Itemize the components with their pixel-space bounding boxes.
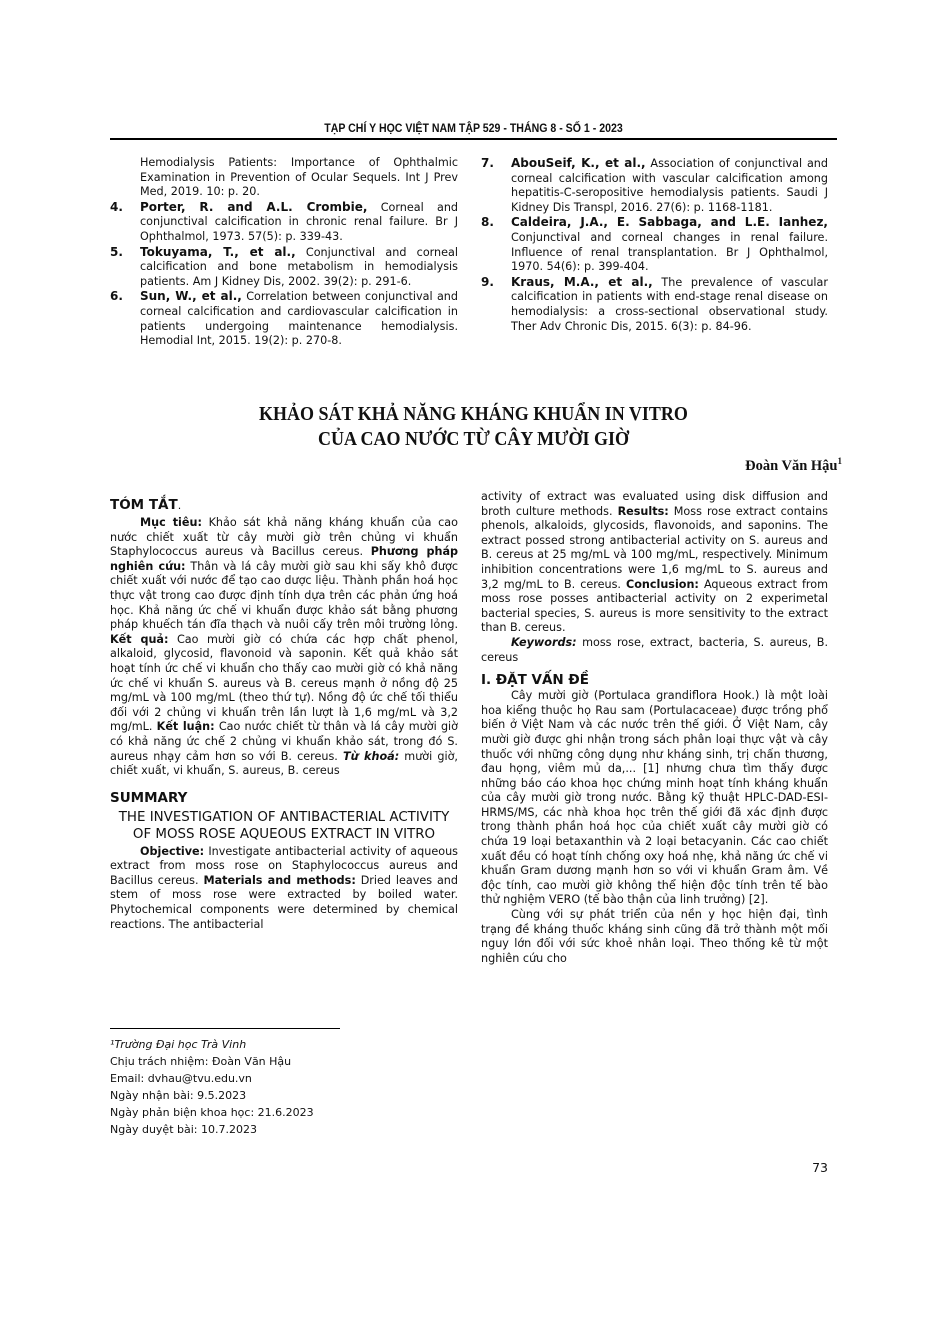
summary-heading: SUMMARY: [110, 789, 188, 806]
reference-authors: AbouSeif, K., et al.,: [511, 156, 646, 170]
introduction-paragraph-1: Cây mười giờ (Portulaca grandiflora Hook.) là một loài hoa kiểng thuộc họ Rau sam (Portulacaceae) được trồng phổ biến ở Việt Nam và các nước trên thế giới. Ở Việt Nam, cây mười giờ được ghi nhận trong sách phân loại thực vật và cây thuốc với những công dụng như kháng sinh, trị chấn thương, đau họng, viêm mủ da,... [1] nhưng chưa tìm thấy được những báo cáo khoa học chứng minh hoạt tính kháng khuẩn của cây mười giờ trong nước. Bằng kỹ thuật HPLC-DAD-ESI-HRMS/MS, các nhà khoa học trên thế giới đã xác định được trong thành phần hoá học của chiết xuất cây mười giờ có chứa 19 loại betaxanthin và 2 loại betacyanin. Các cao chiết xuất đều có hoạt tính chống oxy hoá nhẹ, khả năng ức chế vi khuẩn Gram dương mạnh hơn so với vi khuẩn Gram âm. Về độc tính, cao mười giờ không thể hiện độc tính trên tế bào thử nghiệm VERO (tế bào thận của linh trưởng) [2].: [481, 689, 828, 907]
reference-item: [110, 245, 458, 290]
article-author: [745, 456, 842, 475]
summary-body: Objective: Investigate antibacterial activity of aqueous extract from moss rose on Staphylococcus aureus and Bacillus cereus. Materials and methods: Dried leaves and stem of moss rose were extracted by boiled water. Phytochemical components were determined by chemical reactions. The antibacterial: [110, 844, 458, 931]
footnote-accepted: Ngày duyệt bài: 10.7.2023: [110, 1123, 257, 1136]
reference-number: 4.: [110, 199, 123, 214]
article-title-line-2: CỦA CAO NƯỚC TỪ CÂY MƯỜI GIỜ: [317, 428, 629, 450]
methods-label: Phương pháp nghiên cứu:: [110, 545, 459, 573]
footnote-received: Ngày nhận bài: 9.5.2023: [110, 1089, 247, 1102]
reference-item: [110, 289, 458, 348]
keywords-label: Từ khoá:: [342, 749, 400, 763]
introduction-paragraph-2: Cùng với sự phát triển của nền y học hiện đại, tình trạng đề kháng thuốc kháng sinh cũng đã trở thành một mối nguy lớn đối với sức khoẻ nhân loại. Theo thống kê từ một nghiên cứu cho: [481, 908, 828, 965]
reference-authors: Sun, W., et al.,: [140, 289, 242, 304]
reference-number: 5.: [110, 244, 123, 259]
reference-authors: Caldeira, J.A., E. Sabbaga, and L.E. Ianhez,: [511, 215, 828, 230]
page-number: 73: [812, 1160, 828, 1175]
objective-label: Mục tiêu:: [140, 516, 202, 529]
reference-authors: Tokuyama, T., et al.,: [140, 244, 296, 259]
footnote-email: Email: dvhau@tvu.edu.vn: [110, 1072, 252, 1085]
reference-authors: Porter, R. and A.L. Crombie,: [140, 199, 368, 214]
reference-number: 9.: [481, 274, 494, 289]
right-column-body: [481, 490, 828, 966]
footnote-rule: [110, 1028, 340, 1029]
author-affiliation-marker: 1: [837, 456, 842, 466]
abstract-vietnamese: [110, 496, 458, 932]
reference-text: Hemodialysis Patients: Importance of Ophthalmic Examination in Prevention of Ocular Sequels. Int J Prev Med, 2019. 10: p. 20.: [140, 156, 458, 199]
footnote-affiliation: ¹Trường Đại học Trà Vinh: [110, 1038, 247, 1051]
results-label: Kết quả:: [110, 632, 169, 646]
abstract-heading: TÓM TẮT.: [110, 497, 182, 513]
abstract-body: Mục tiêu: Khảo sát khả năng kháng khuẩn của cao nước chiết xuất từ cây mười giờ trên chủng vi khuẩn Staphylococcus aureus và Bacillus cereus. Phương pháp nghiên cứu: Thân và lá cây mười giờ sau khi sấy khô được chiết xuất với nước để tạo cao dược liệu. Thành phần hoá học thực vật trong cao được định tính dựa trên các phản ứng hoá học. Khả năng ức chế vi khuẩn được khảo sát bằng phương pháp khuếch tán đĩa thạch và nuôi cấy trên môi trường lỏng. Kết quả: Cao mười giờ có chứa các hợp chất phenol, alkaloid, glycosid, flavonoid và saponin. Kết quả khảo sát hoạt tính ức chế vi khuẩn cho thấy cao mười giờ có khả năng ức chế vi khuẩn S. aureus và B. cereus mạnh ở nồng độ 25 mg/mL và 100 mg/mL (theo thứ tự). Nồng độ ức chế tối thiểu đối với 2 chủng vi khuẩn trên lần lượt là 1,6 mg/mL và 3,2 mg/mL. Kết luận: Cao nước chiết từ thân và lá cây mười giờ có khả năng ức chế 2 chủng vi khuẩn khảo sát, trong đó S. aureus nhạy cảm hơn so với B. cereus. Từ khoá: mười giờ, chiết xuất, vi khuẩn, S. aureus, B. cereus: [110, 516, 459, 778]
reference-text: Conjunctival and corneal calcification and bone metabolism in hemodialysis patients. Am J Kidney Dis, 2002. 39(2): p. 291-6.: [140, 245, 458, 288]
reference-item: [481, 215, 828, 274]
author-name: Đoàn Văn Hậu: [745, 457, 838, 474]
references-right-column: [481, 156, 828, 334]
reference-number: 6.: [110, 289, 123, 304]
footnote-reviewed: Ngày phản biện khoa học: 21.6.2023: [110, 1106, 314, 1119]
summary-keywords-label: Keywords:: [511, 635, 577, 649]
summary-methods-label: Materials and methods:: [203, 873, 356, 887]
reference-text: Conjunctival and corneal changes in renal failure. Influence of renal transplantation. Br J Ophthalmol, 1970. 54(6): p. 399-404.: [511, 230, 828, 274]
footnote: [110, 1036, 458, 1138]
article-title-line-1: KHẢO SÁT KHẢ NĂNG KHÁNG KHUẨN IN VITRO: [259, 403, 688, 425]
reference-text: The prevalence of vascular calcification in patients with end-stage renal disease on hemodialysis: a cross-sectional observational study. Ther Adv Chronic Dis, 2015. 6(3): p. 84-96.: [511, 275, 828, 333]
summary-conclusion-label: Conclusion:: [626, 577, 699, 591]
reference-authors: Kraus, M.A., et al.,: [511, 274, 653, 289]
summary-keywords: Keywords: moss rose, extract, bacteria, S. aureus, B. cereus: [481, 635, 828, 664]
article-title: [146, 402, 800, 452]
running-head: TẠP CHÍ Y HỌC VIỆT NAM TẬP 529 - THÁNG 8 - SỐ 1 - 2023: [324, 123, 623, 135]
reference-item: [481, 156, 828, 215]
reference-text: Correlation between conjunctival and corneal calcification and cardiovascular calcification in patients undergoing maintenance hemodialysis. Hemodial Int, 2015. 19(2): p. 270-8.: [140, 290, 458, 348]
footnote-responsible: Chịu trách nhiệm: Đoàn Văn Hậu: [110, 1055, 292, 1068]
summary-objective-label: Objective:: [140, 844, 205, 858]
references-left-column: [110, 156, 458, 349]
conclusion-label: Kết luận:: [156, 720, 215, 734]
summary-body-continued: activity of extract was evaluated using disk diffusion and broth culture methods. Results: Moss rose extract contains phenols, alkaloids, glycosids, flavonoids, and saponins. The extract possed strong antibacterial activity on S. aureus and B. cereus at 25 mg/mL và 100 mg/mL, respectively. Minimum inhibition concentrations were 1,6 mg/mL to S. aureus and 3,2 mg/mL to B. cereus. Conclusion: Aqueous extract from moss rose posses antibacterial activity on 2 experimetal bacterial species, S. aureus is more sensitivity to the extract than B. cereus.: [481, 490, 828, 635]
header-rule: [110, 138, 837, 140]
reference-text: Corneal and conjunctival calcification in chronic renal failure. Br J Ophthalmol, 1973. 57(5): p. 339-43.: [140, 200, 459, 243]
reference-item: [481, 275, 828, 334]
reference-number: 8.: [481, 215, 494, 230]
summary-title: THE INVESTIGATION OF ANTIBACTERIAL ACTIVITY OF MOSS ROSE AQUEOUS EXTRACT IN VITRO: [118, 809, 450, 842]
reference-item: [110, 156, 458, 200]
introduction-heading: I. ĐẶT VẤN ĐỀ: [481, 672, 589, 689]
summary-results-label: Results:: [617, 504, 669, 518]
reference-item: [110, 200, 458, 245]
reference-text: Association of conjunctival and corneal calcification with vascular calcification among hepatitis-C-seropositive hemodialysis patients. Saudi J Kidney Dis Transpl, 2016. 27(6): p. 1168-1181.: [511, 157, 828, 214]
reference-number: 7.: [481, 156, 494, 170]
